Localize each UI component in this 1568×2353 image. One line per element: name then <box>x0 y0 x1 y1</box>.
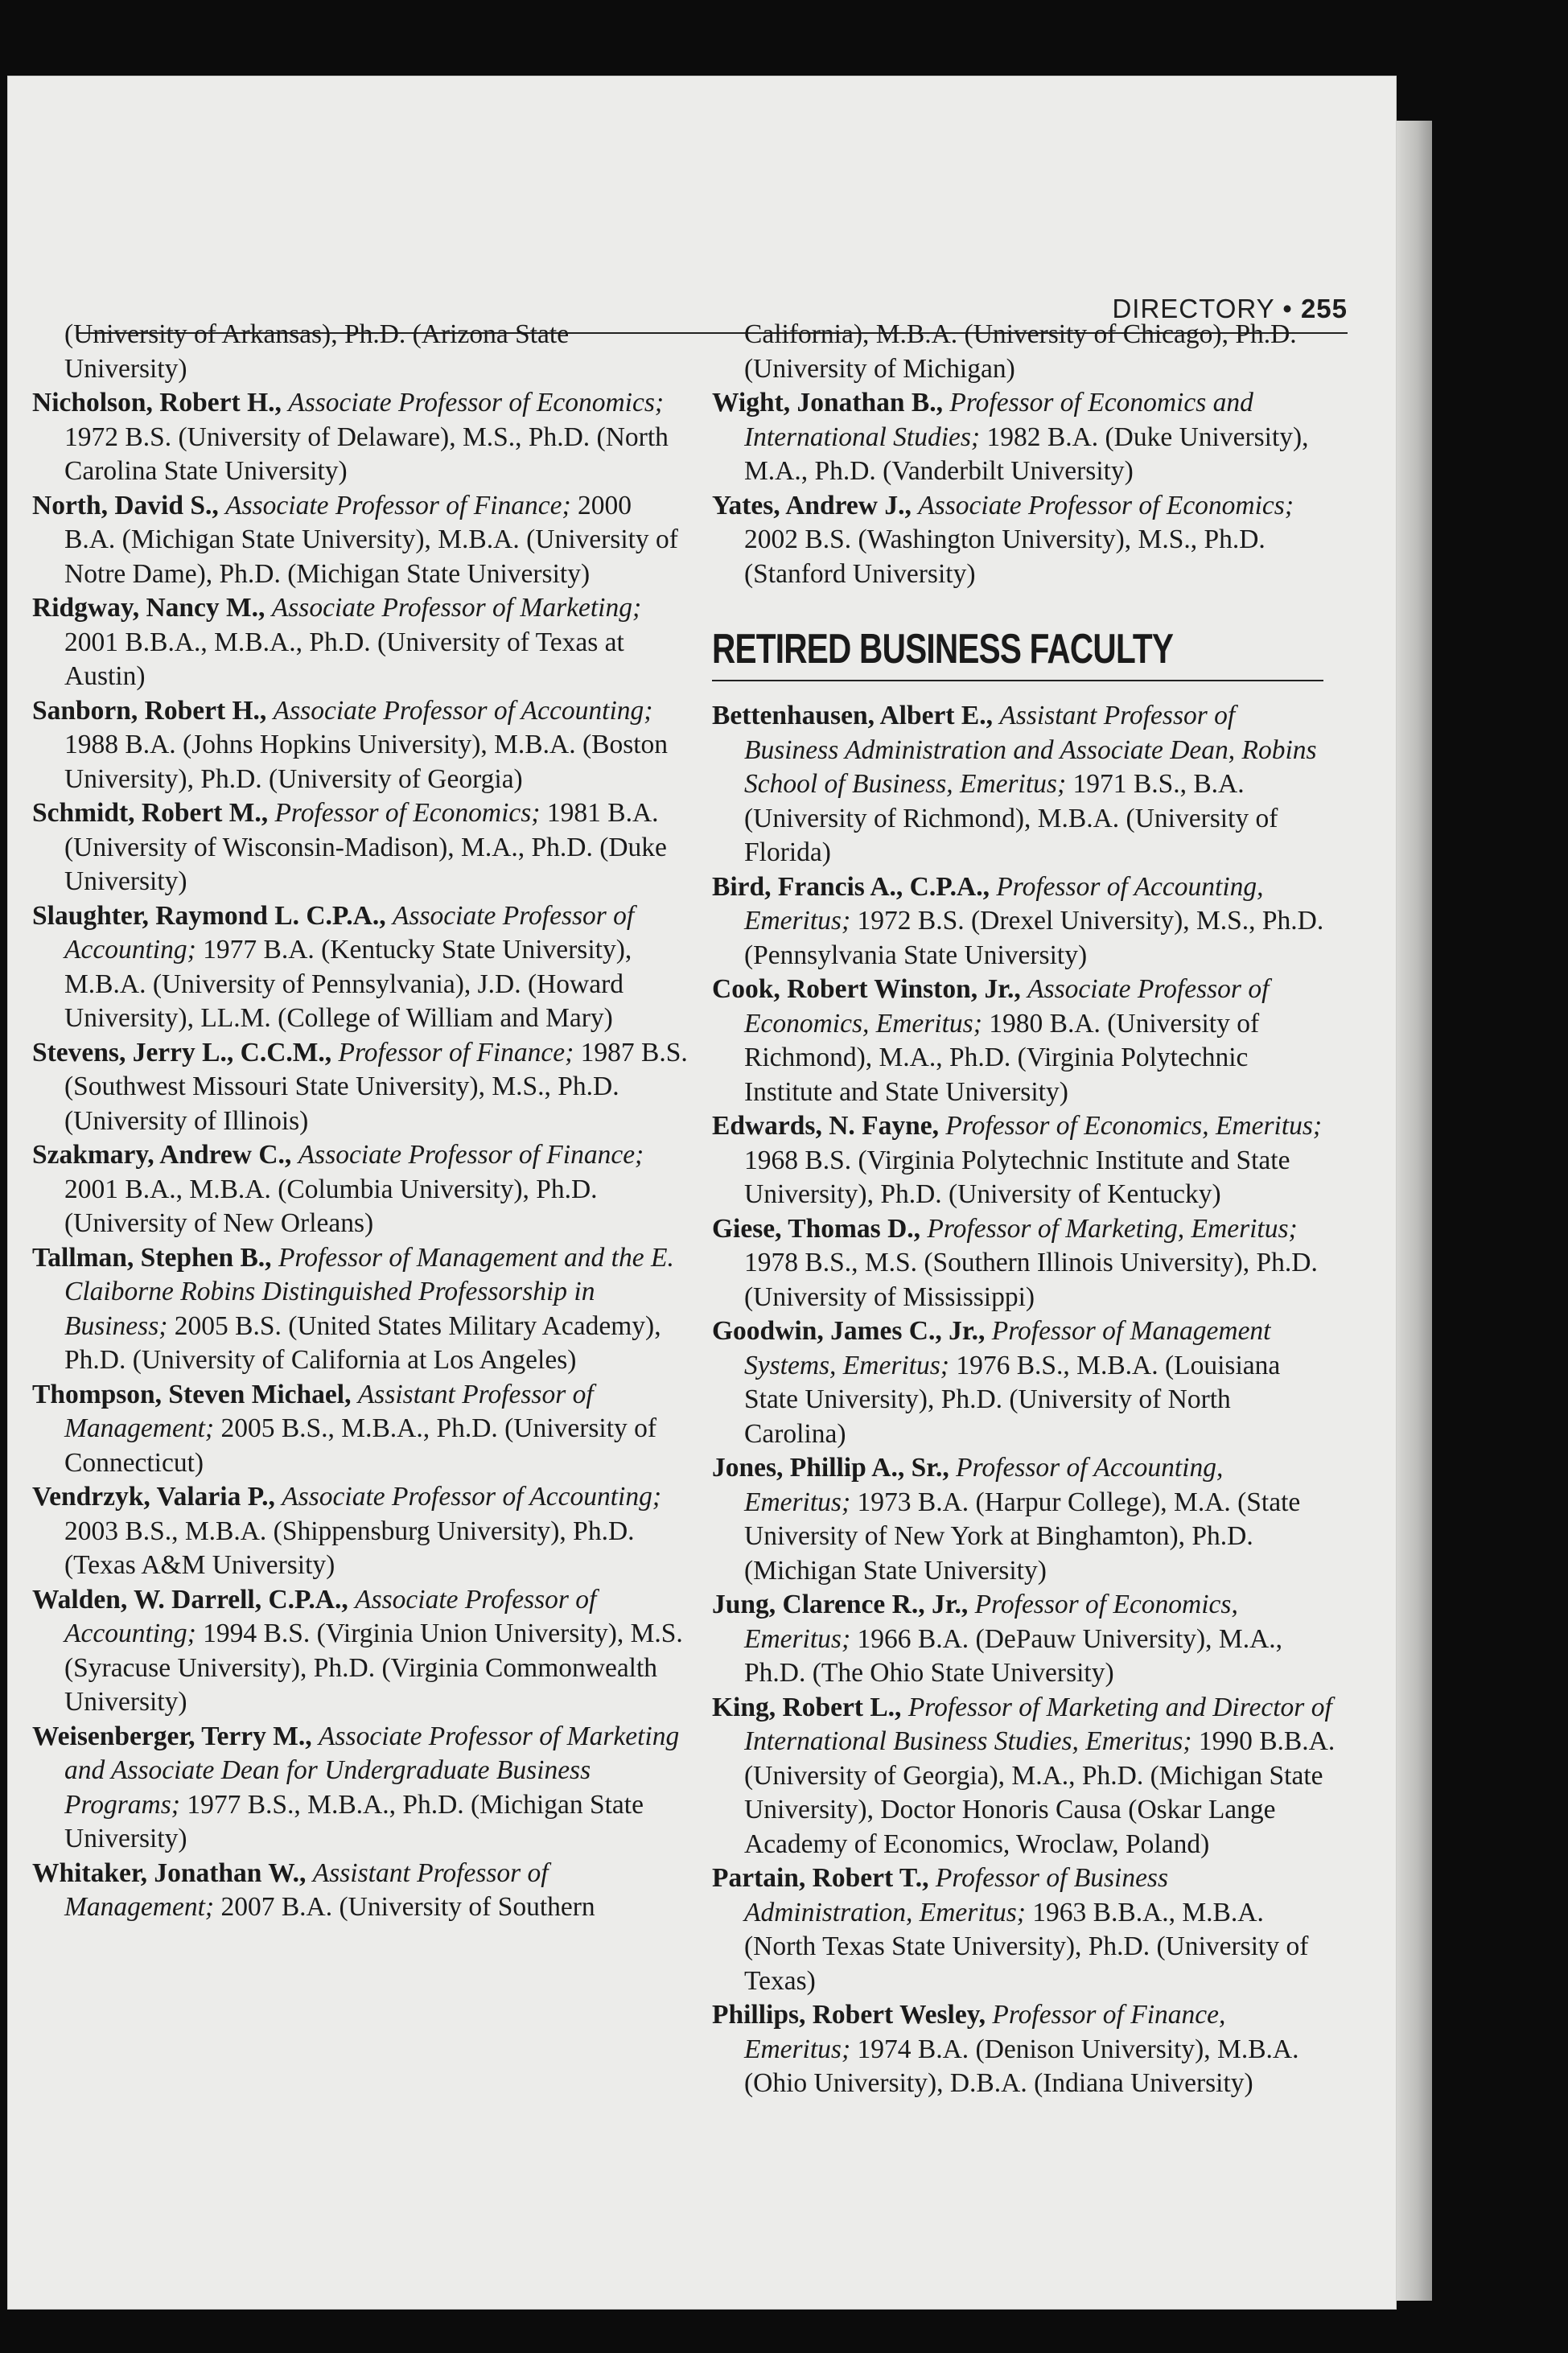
directory-entry <box>712 318 1335 386</box>
faculty-credentials: 1994 B.S. (Virginia Union University), M.S. (Syracuse University), Ph.D. (Virginia Commonwealth University) <box>64 1619 683 1717</box>
directory-entry <box>32 1480 688 1583</box>
faculty-credentials: 2005 B.S., M.B.A., Ph.D. (University of Connecticut) <box>64 1413 657 1478</box>
directory-entry <box>712 1451 1335 1588</box>
faculty-name: Tallman, Stephen B., <box>32 1242 272 1273</box>
faculty-name: Yates, Andrew J., <box>712 490 912 520</box>
faculty-title: Professor of Accounting, Emeritus; <box>744 871 1264 936</box>
faculty-name: Weisenberger, Terry M., <box>32 1721 312 1751</box>
faculty-name: King, Robert L., <box>712 1692 902 1722</box>
faculty-credentials: 1977 B.S., M.B.A., Ph.D. (Michigan State University) <box>64 1789 644 1853</box>
directory-entry <box>712 1314 1335 1451</box>
faculty-credentials: 1978 B.S., M.S. (Southern Illinois University), Ph.D. (University of Mississippi) <box>744 1248 1318 1312</box>
faculty-title: Assistant Professor of Management; <box>64 1857 549 1922</box>
page-number: 255 <box>1300 294 1348 323</box>
faculty-name: Bird, Francis A., C.P.A., <box>712 871 990 902</box>
faculty-title: Professor of Management and the E. Claiborne Robins Distinguished Professorship in Business; <box>64 1242 674 1341</box>
faculty-title: Associate Professor of Economics, Emeritus; <box>744 974 1270 1039</box>
faculty-name: Thompson, Steven Michael, <box>32 1379 352 1409</box>
faculty-name: Szakmary, Andrew C., <box>32 1140 292 1170</box>
directory-entry <box>32 386 688 489</box>
directory-entry <box>32 1036 688 1139</box>
faculty-list-continued <box>712 318 1335 591</box>
directory-entry <box>32 796 688 899</box>
faculty-name: Bettenhausen, Albert E., <box>712 701 993 730</box>
faculty-credentials: 1990 B.B.A. (University of Georgia), M.A., Ph.D. (Michigan State University), Doctor Honoris Causa (Oskar Lange Academy of Economics, Wroclaw, Poland) <box>744 1726 1335 1859</box>
faculty-credentials: 1980 B.A. (University of Richmond), M.A., Ph.D. (Virginia Polytechnic Institute and State University) <box>744 1008 1260 1107</box>
faculty-name: Jones, Phillip A., Sr., <box>712 1453 949 1483</box>
faculty-name: Goodwin, James C., Jr., <box>712 1316 986 1346</box>
directory-entry <box>712 699 1335 870</box>
faculty-title: Professor of Accounting, Emeritus; <box>744 1453 1224 1517</box>
directory-entry <box>712 1691 1335 1862</box>
directory-entry <box>32 1241 688 1378</box>
faculty-credentials: 2003 B.S., M.B.A. (Shippensburg University), Ph.D. (Texas A&M University) <box>64 1516 635 1580</box>
faculty-credentials: 1976 B.S., M.B.A. (Louisiana State University), Ph.D. (University of North Carolina) <box>744 1350 1281 1449</box>
header-bullet: • <box>1282 294 1293 323</box>
faculty-credentials: 1968 B.S. (Virginia Polytechnic Institute and State University), Ph.D. (University of Kentucky) <box>744 1145 1290 1209</box>
faculty-credentials: 2001 B.A., M.B.A. (Columbia University), Ph.D. (University of New Orleans) <box>64 1174 598 1238</box>
faculty-credentials: California), M.B.A. (University of Chicago), Ph.D. (University of Michigan) <box>744 319 1297 384</box>
left-column <box>32 318 688 1925</box>
faculty-credentials: 1972 B.S. (University of Delaware), M.S., Ph.D. (North Carolina State University) <box>64 422 669 486</box>
faculty-credentials: 1973 B.A. (Harpur College), M.A. (State University of New York at Binghamton), Ph.D. (Michigan State University) <box>744 1487 1301 1586</box>
faculty-credentials: 1963 B.B.A., M.B.A. (North Texas State University), Ph.D. (University of Texas) <box>744 1897 1309 1996</box>
faculty-title: Associate Professor of Finance; <box>225 490 571 520</box>
directory-entry <box>32 489 688 592</box>
faculty-title: Associate Professor of Finance; <box>298 1140 644 1170</box>
directory-entry <box>712 489 1335 592</box>
directory-entry <box>712 870 1335 973</box>
faculty-credentials: 2005 B.S. (United States Military Academy), Ph.D. (University of California at Los Angeles) <box>64 1310 661 1375</box>
faculty-credentials: 1987 B.S. (Southwest Missouri State University), M.S., Ph.D. (University of Illinois) <box>64 1037 688 1136</box>
directory-entry <box>32 1583 688 1720</box>
faculty-credentials: 1982 B.A. (Duke University), M.A., Ph.D. (Vanderbilt University) <box>744 422 1309 486</box>
faculty-title: Assistant Professor of Business Administration and Associate Dean, Robins School of Business, Emeritus; <box>744 701 1317 799</box>
directory-entry <box>32 694 688 797</box>
faculty-title: Associate Professor of Accounting; <box>64 1584 597 1648</box>
directory-entry <box>32 1378 688 1481</box>
faculty-name: Edwards, N. Fayne, <box>712 1111 939 1141</box>
faculty-title: Associate Professor of Economics; <box>918 490 1294 520</box>
faculty-credentials: 1974 B.A. (Denison University), M.B.A. (Ohio University), D.B.A. (Indiana University) <box>744 2034 1299 2098</box>
directory-entry <box>712 1998 1335 2101</box>
faculty-title: Professor of Finance, Emeritus; <box>744 2000 1226 2064</box>
directory-entry <box>712 1212 1335 1315</box>
faculty-credentials: 2002 B.S. (Washington University), M.S., Ph.D. (Stanford University) <box>744 524 1266 589</box>
faculty-title: Associate Professor of Economics; <box>288 388 665 418</box>
directory-entry <box>712 1588 1335 1691</box>
faculty-title: Professor of Finance; <box>338 1037 574 1067</box>
faculty-credentials: 1977 B.A. (Kentucky State University), M.B.A. (University of Pennsylvania), J.D. (Howard University), LL.M. (College of William and Mary) <box>64 935 632 1033</box>
faculty-credentials: 1981 B.A. (University of Wisconsin-Madison), M.A., Ph.D. (Duke University) <box>64 798 667 896</box>
faculty-name: Schmidt, Robert M., <box>32 798 269 828</box>
faculty-title: Professor of Economics and International Studies; <box>744 388 1253 452</box>
directory-entry <box>712 1861 1335 1998</box>
faculty-credentials: 2001 B.B.A., M.B.A., Ph.D. (University of Texas at Austin) <box>64 627 624 691</box>
faculty-credentials: 1971 B.S., B.A. (University of Richmond), M.B.A. (University of Florida) <box>744 769 1278 867</box>
faculty-credentials: 1966 B.A. (DePauw University), M.A., Ph.D. (The Ohio State University) <box>744 1623 1283 1688</box>
faculty-title: Assistant Professor of Management; <box>64 1379 594 1443</box>
faculty-title: Professor of Marketing and Director of International Business Studies, Emeritus; <box>744 1692 1332 1756</box>
faculty-name: Walden, W. Darrell, C.P.A., <box>32 1584 348 1615</box>
faculty-title: Professor of Economics; <box>274 798 541 828</box>
page-stack-edge <box>1396 121 1432 2301</box>
faculty-name: Giese, Thomas D., <box>712 1213 921 1244</box>
directory-entry <box>712 386 1335 489</box>
faculty-name: Partain, Robert T., <box>712 1863 929 1893</box>
directory-entry <box>32 318 688 386</box>
faculty-title: Professor of Economics, Emeritus; <box>744 1590 1238 1654</box>
faculty-credentials: 1972 B.S. (Drexel University), M.S., Ph.D. (Pennsylvania State University) <box>744 906 1324 970</box>
faculty-name: Phillips, Robert Wesley, <box>712 2000 986 2030</box>
directory-entry <box>32 591 688 694</box>
faculty-title: Professor of Management Systems, Emeritus; <box>744 1316 1271 1380</box>
faculty-name: Sanborn, Robert H., <box>32 695 267 726</box>
directory-entry <box>32 1720 688 1857</box>
faculty-title: Associate Professor of Accounting; <box>282 1482 661 1512</box>
faculty-name: Jung, Clarence R., Jr., <box>712 1590 969 1619</box>
directory-entry <box>712 1109 1335 1212</box>
faculty-credentials: 2007 B.A. (University of Southern <box>220 1892 595 1922</box>
faculty-name: Ridgway, Nancy M., <box>32 593 265 623</box>
faculty-title: Professor of Economics, Emeritus; <box>945 1111 1323 1141</box>
section-label: DIRECTORY <box>1112 294 1275 323</box>
faculty-name: Wight, Jonathan B., <box>712 388 944 418</box>
faculty-name: Stevens, Jerry L., C.C.M., <box>32 1037 332 1067</box>
faculty-credentials: (University of Arkansas), Ph.D. (Arizona State University) <box>64 319 570 384</box>
faculty-name: Cook, Robert Winston, Jr., <box>712 974 1021 1004</box>
directory-entry <box>32 899 688 1036</box>
faculty-name: Slaughter, Raymond L. C.P.A., <box>32 900 386 931</box>
heading-rule <box>712 680 1323 681</box>
faculty-credentials: 1988 B.A. (Johns Hopkins University), M.B.A. (Boston University), Ph.D. (University of Georgia) <box>64 730 669 794</box>
faculty-title: Associate Professor of Marketing and Associate Dean for Undergraduate Business Programs; <box>64 1721 680 1820</box>
faculty-name: Vendrzyk, Valaria P., <box>32 1482 275 1512</box>
faculty-title: Associate Professor of Accounting; <box>273 695 653 726</box>
directory-entry <box>32 1138 688 1241</box>
faculty-title: Associate Professor of Marketing; <box>271 593 642 623</box>
directory-entry <box>712 973 1335 1109</box>
retired-faculty-list <box>712 699 1335 2101</box>
right-column <box>712 318 1335 2101</box>
directory-entry <box>32 1857 688 1925</box>
faculty-name: Whitaker, Jonathan W., <box>32 1857 307 1888</box>
faculty-title: Associate Professor of Accounting; <box>64 900 635 965</box>
faculty-title: Professor of Business Administration, Emeritus; <box>744 1863 1169 1927</box>
faculty-name: North, David S., <box>32 490 219 520</box>
faculty-name: Nicholson, Robert H., <box>32 388 282 418</box>
retired-faculty-heading: RETIRED BUSINESS FACULTY <box>712 626 1174 673</box>
faculty-credentials: 2000 B.A. (Michigan State University), M.B.A. (University of Notre Dame), Ph.D. (Michigan State University) <box>64 490 678 589</box>
faculty-title: Professor of Marketing, Emeritus; <box>927 1213 1298 1244</box>
